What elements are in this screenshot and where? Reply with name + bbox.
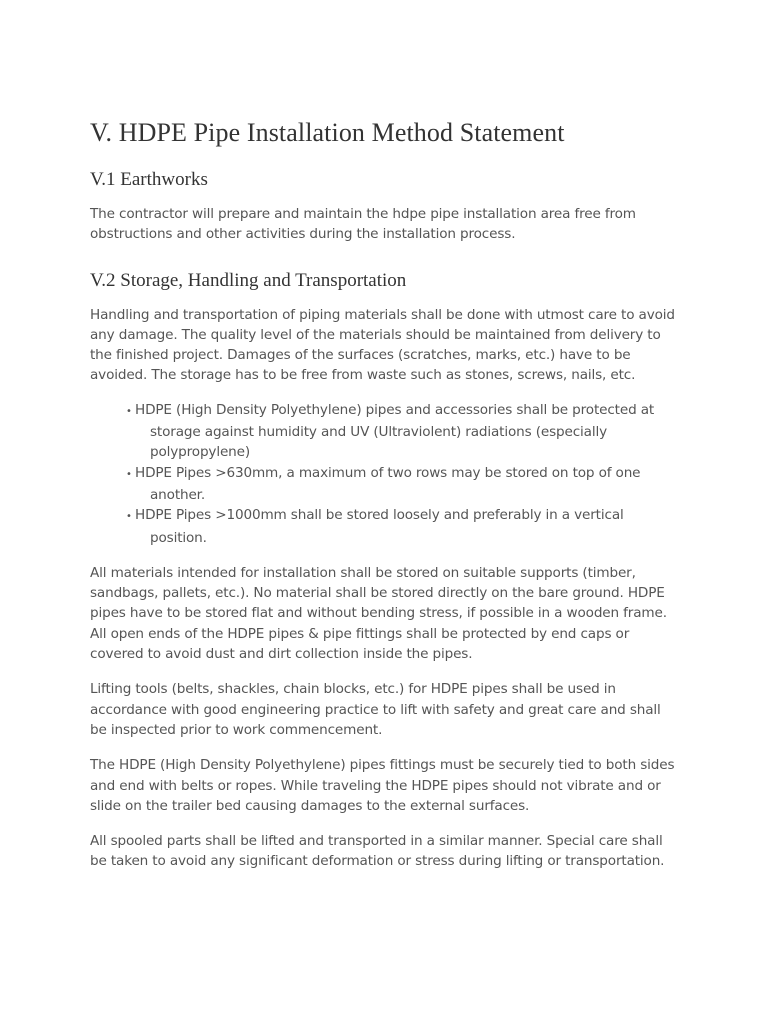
lifting-tools-paragraph: Lifting tools (belts, shackles, chain blocks, etc.) for HDPE pipes shall be used in accordance with good engineering practice to lift with safety and great care and shall be inspected prior to work commencement.: [90, 681, 661, 738]
list-item-text: HDPE Pipes >1000mm shall be stored loosely and preferably in a vertical position.: [135, 507, 624, 546]
list-item-text: HDPE (High Density Polyethylene) pipes and accessories shall be protected at storage against humidity and UV (Ultraviolent) radiations (especially polypropylene): [135, 401, 655, 461]
list-item: [126, 400, 662, 463]
earthworks-paragraph: The contractor will prepare and maintain the hdpe pipe installation area free from obstructions and other activities during the installation process.: [90, 206, 636, 243]
storage-intro-paragraph: Handling and transportation of piping materials shall be done with utmost care to avoid any damage. The quality level of the materials should be maintained from delivery to the finished project. Damages of the surfaces (scratches, marks, etc.) have to be avoided. The storage has to be free from waste such as stones, screws, nails, etc.: [90, 306, 675, 384]
list-item: [126, 505, 662, 548]
storage-supports-paragraph: All materials intended for installation shall be stored on suitable supports (timber, sandbags, pallets, etc.). No material shall be stored directly on the bare ground. HDPE pipes have to be stored flat and without bending stress, if possible in a wooden frame. All open ends of the HDPE pipes & pipe fittings shall be protected by end caps or covered to avoid dust and dirt collection inside the pipes.: [90, 564, 667, 663]
bullet-icon: •: [126, 405, 132, 417]
spooled-parts-paragraph: All spooled parts shall be lifted and transported in a similar manner. Special care shall be taken to avoid any significant deformation or stress during lifting or transportation.: [90, 833, 665, 870]
section-heading-earthworks: V.1 Earthworks: [90, 169, 208, 190]
bullet-icon: •: [126, 468, 132, 480]
list-item-text: HDPE Pipes >630mm, a maximum of two rows may be stored on top of one another.: [135, 464, 641, 503]
list-item: [126, 463, 662, 506]
document-title: V. HDPE Pipe Installation Method Statement: [90, 118, 565, 147]
bullet-icon: •: [126, 511, 132, 523]
storage-bullet-list: [90, 400, 675, 548]
tie-down-paragraph: The HDPE (High Density Polyethylene) pipes fittings must be securely tied to both sides and end with belts or ropes. While traveling the HDPE pipes should not vibrate and or slide on the trailer bed causing damages to the external surfaces.: [90, 757, 675, 814]
section-heading-storage: V.2 Storage, Handling and Transportation: [90, 269, 407, 291]
document-page: [90, 112, 675, 887]
